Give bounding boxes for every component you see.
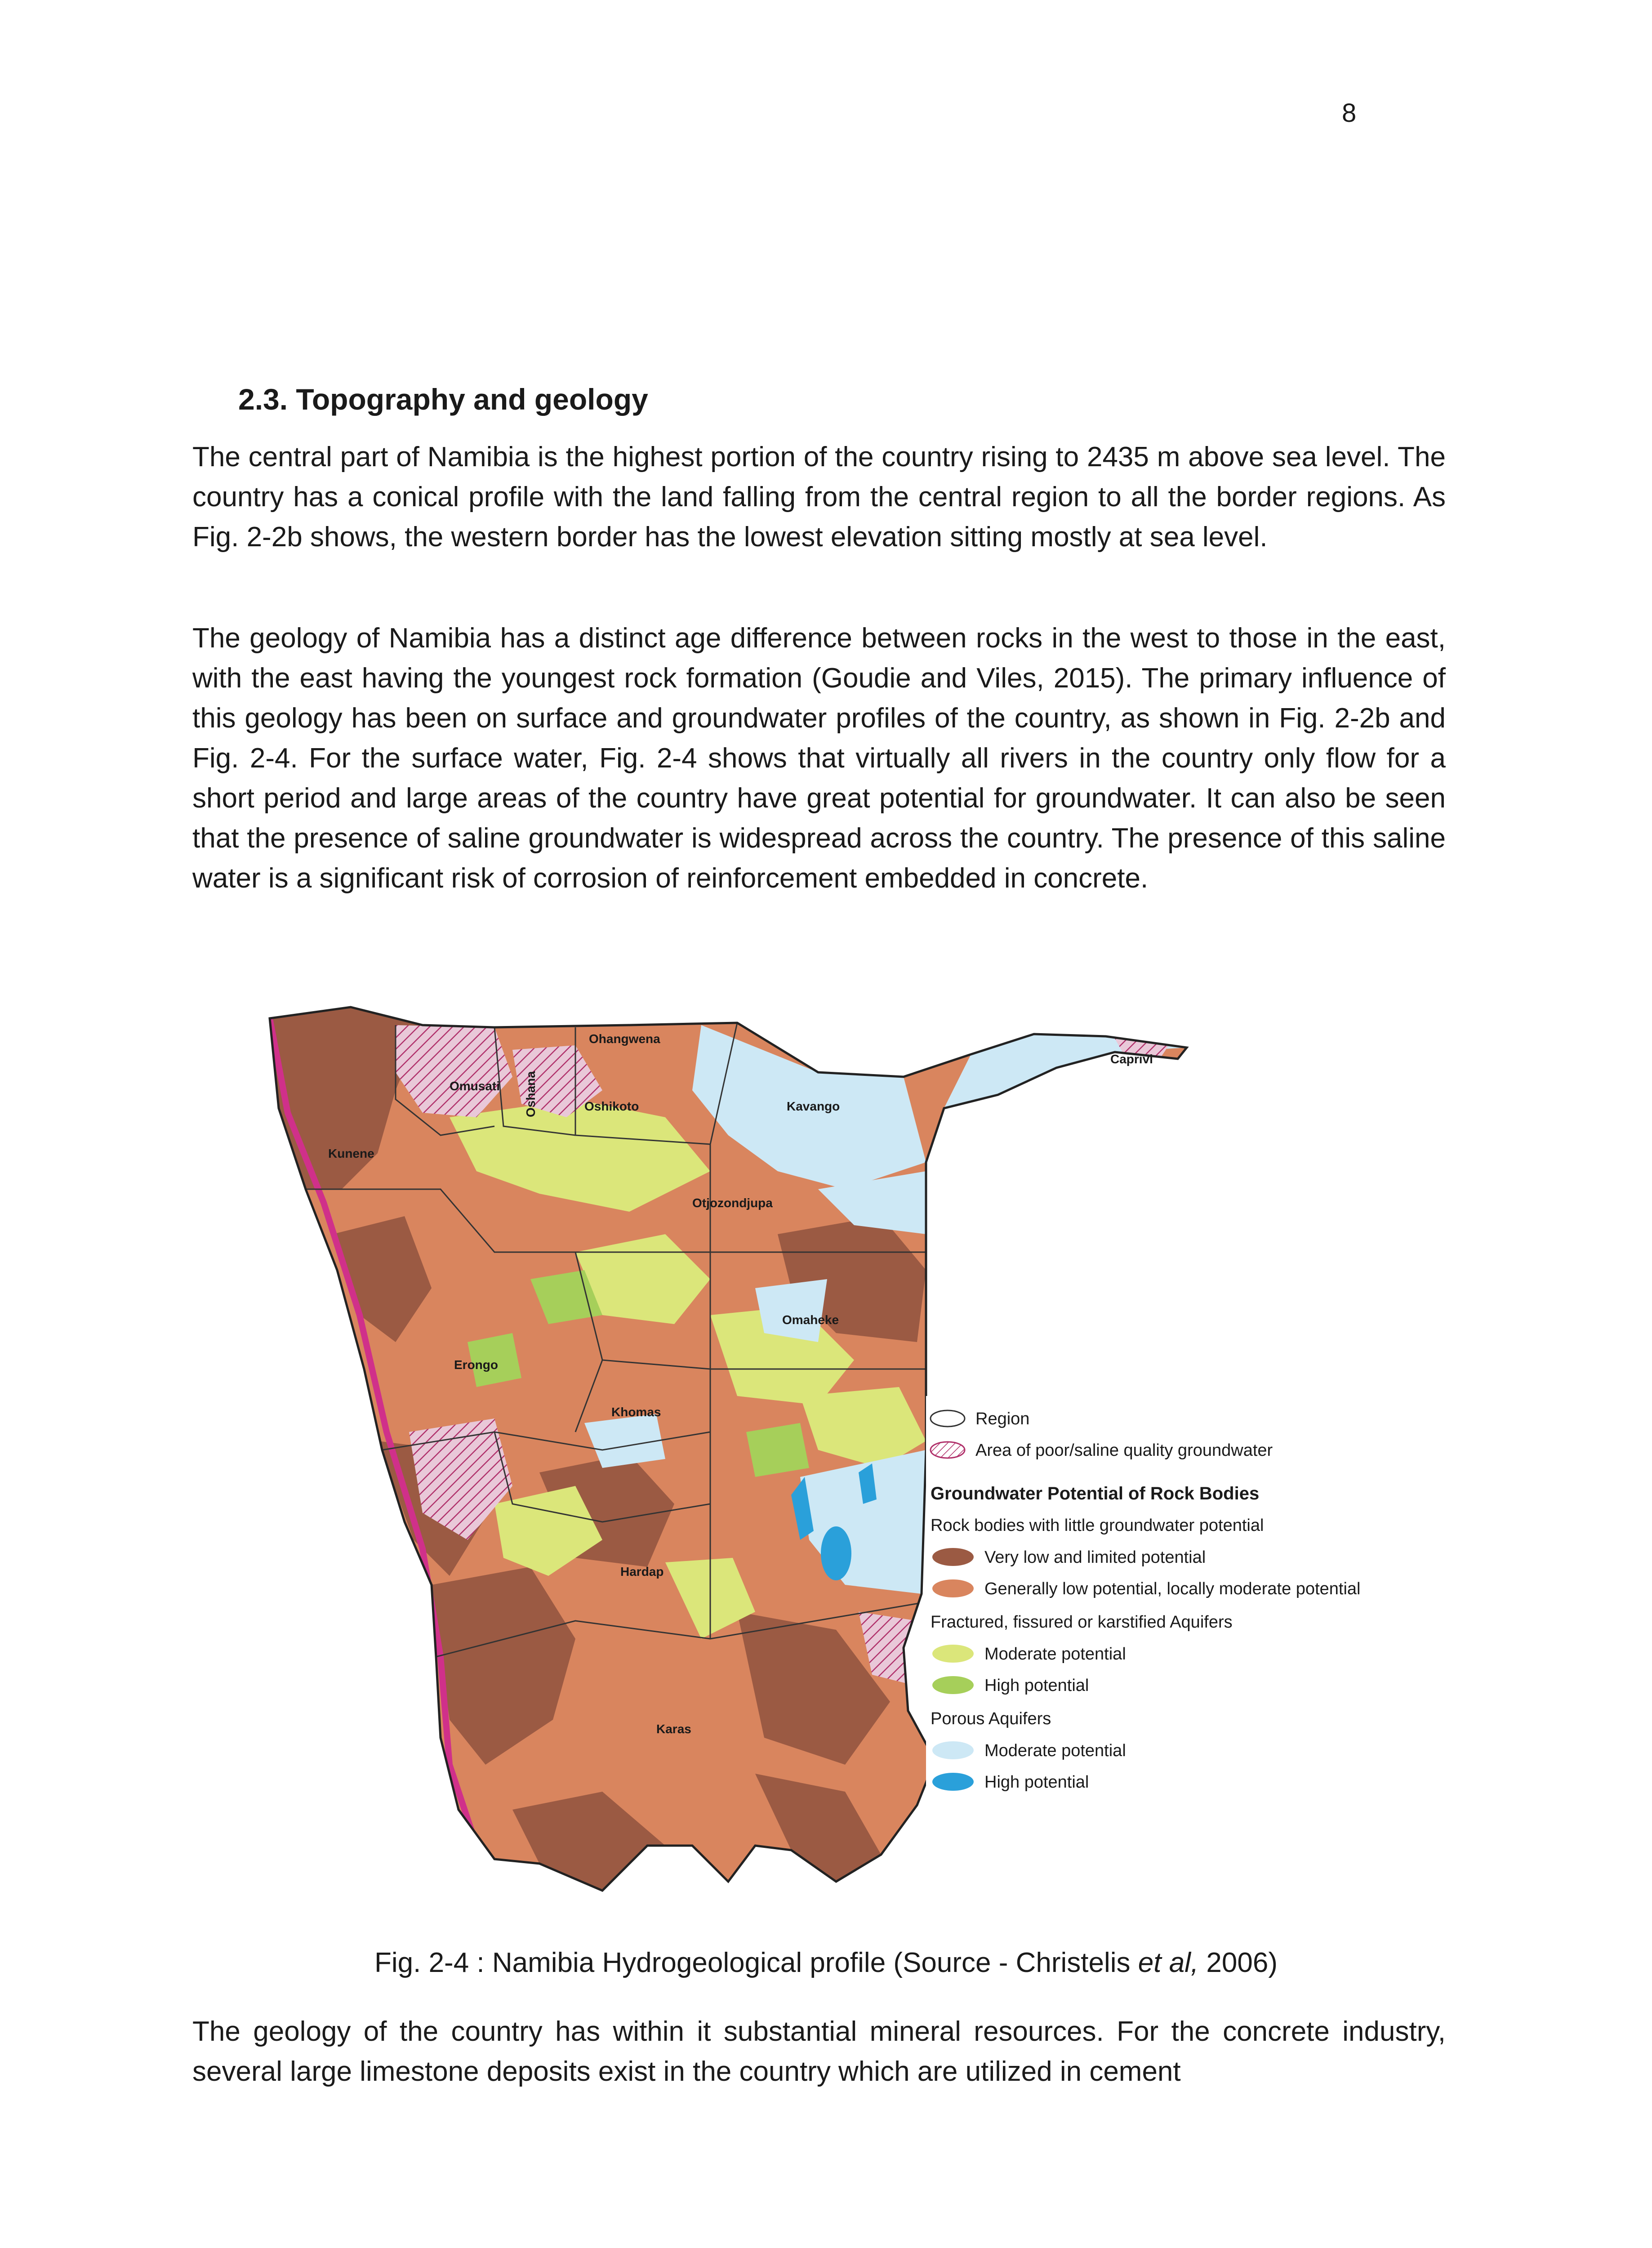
section-heading: 2.3. Topography and geology (238, 383, 648, 416)
legend-swatch-generally-low (932, 1579, 974, 1597)
legend-swatch-fractured-moderate (932, 1645, 974, 1663)
legend-swatch-porous-high (932, 1773, 974, 1791)
paragraph-topography: The central part of Namibia is the highest portion of the country rising to 2435 m above sea level. The country has a conical profile with the land falling from the central region to all the border regions. As Fig. 2-2b shows, the western border has the lowest elevation sitting mostly at sea level. (192, 442, 1446, 553)
legend-very-low: Very low and limited potential (984, 1548, 1206, 1567)
legend-porous-high: High potential (984, 1773, 1089, 1792)
figure-caption (0, 1947, 1652, 1979)
legend-porous-moderate: Moderate potential (984, 1741, 1126, 1760)
region-label-oshana: Oshana (524, 1071, 538, 1117)
region-label-kunene: Kunene (328, 1146, 374, 1160)
paragraph-minerals: The geology of the country has within it substantial mineral resources. For the concrete industry, several large limestone deposits exist in the country which are utilized in cement (192, 2016, 1446, 2087)
legend-swatch-saline (931, 1442, 965, 1458)
region-label-caprivi: Caprivi (1110, 1052, 1153, 1066)
page-number: 8 (1342, 98, 1357, 128)
region-label-hardap: Hardap (620, 1565, 664, 1579)
legend-group-porous: Porous Aquifers (931, 1709, 1051, 1728)
legend-swatch-fractured-high (932, 1676, 974, 1694)
legend-group-fractured: Fractured, fissured or karstified Aquifers (931, 1613, 1233, 1632)
legend-swatch-region (931, 1410, 965, 1427)
legend-heading: Groundwater Potential of Rock Bodies (931, 1484, 1260, 1503)
legend-saline: Area of poor/saline quality groundwater (975, 1441, 1273, 1460)
legend-fractured-high: High potential (984, 1676, 1089, 1695)
region-label-omaheke: Omaheke (782, 1313, 839, 1327)
legend-group-little-potential: Rock bodies with little groundwater potential (931, 1516, 1264, 1535)
hydrogeological-map-figure (261, 1000, 1420, 1900)
hydrogeological-map (261, 1000, 1420, 1900)
legend-fractured-moderate: Moderate potential (984, 1645, 1126, 1664)
paragraph-geology: The geology of Namibia has a distinct age difference between rocks in the west to those in the east, with the east having the youngest rock formation (Goudie and Viles, 2015). The primary influence of this geology has been on surface and groundwater profiles of the country, as shown in Fig. 2-2b and Fig. 2-4. For the surface water, Fig. 2-4 shows that virtually all rivers in the country only flow for a short period and large areas of the country have great potential for groundwater. It can also be seen that the presence of saline groundwater is widespread across the country. The presence of this saline water is a significant risk of corrosion of reinforcement embedded in concrete. (192, 623, 1446, 894)
legend-swatch-porous-moderate (932, 1741, 974, 1759)
region-label-karas: Karas (656, 1722, 691, 1736)
legend-generally-low: Generally low potential, locally moderate potential (984, 1579, 1361, 1598)
legend-swatch-very-low (932, 1548, 974, 1566)
region-label-otjozondjupa: Otjozondjupa (692, 1196, 773, 1210)
map-legend (926, 1396, 1420, 1864)
region-label-omusati: Omusati (450, 1079, 500, 1093)
caption-text: Fig. 2-4 : Namibia Hydrogeological profile (Source - Christelis (374, 1947, 1138, 1978)
region-label-erongo: Erongo (454, 1358, 498, 1372)
caption-italic: et al, (1138, 1947, 1199, 1978)
caption-year: 2006) (1198, 1947, 1278, 1978)
region-label-oshikoto: Oshikoto (584, 1099, 639, 1113)
region-label-kavango: Kavango (787, 1099, 840, 1113)
region-label-khomas: Khomas (611, 1405, 661, 1419)
region-label-ohangwena: Ohangwena (589, 1032, 660, 1046)
legend-region: Region (975, 1409, 1030, 1428)
